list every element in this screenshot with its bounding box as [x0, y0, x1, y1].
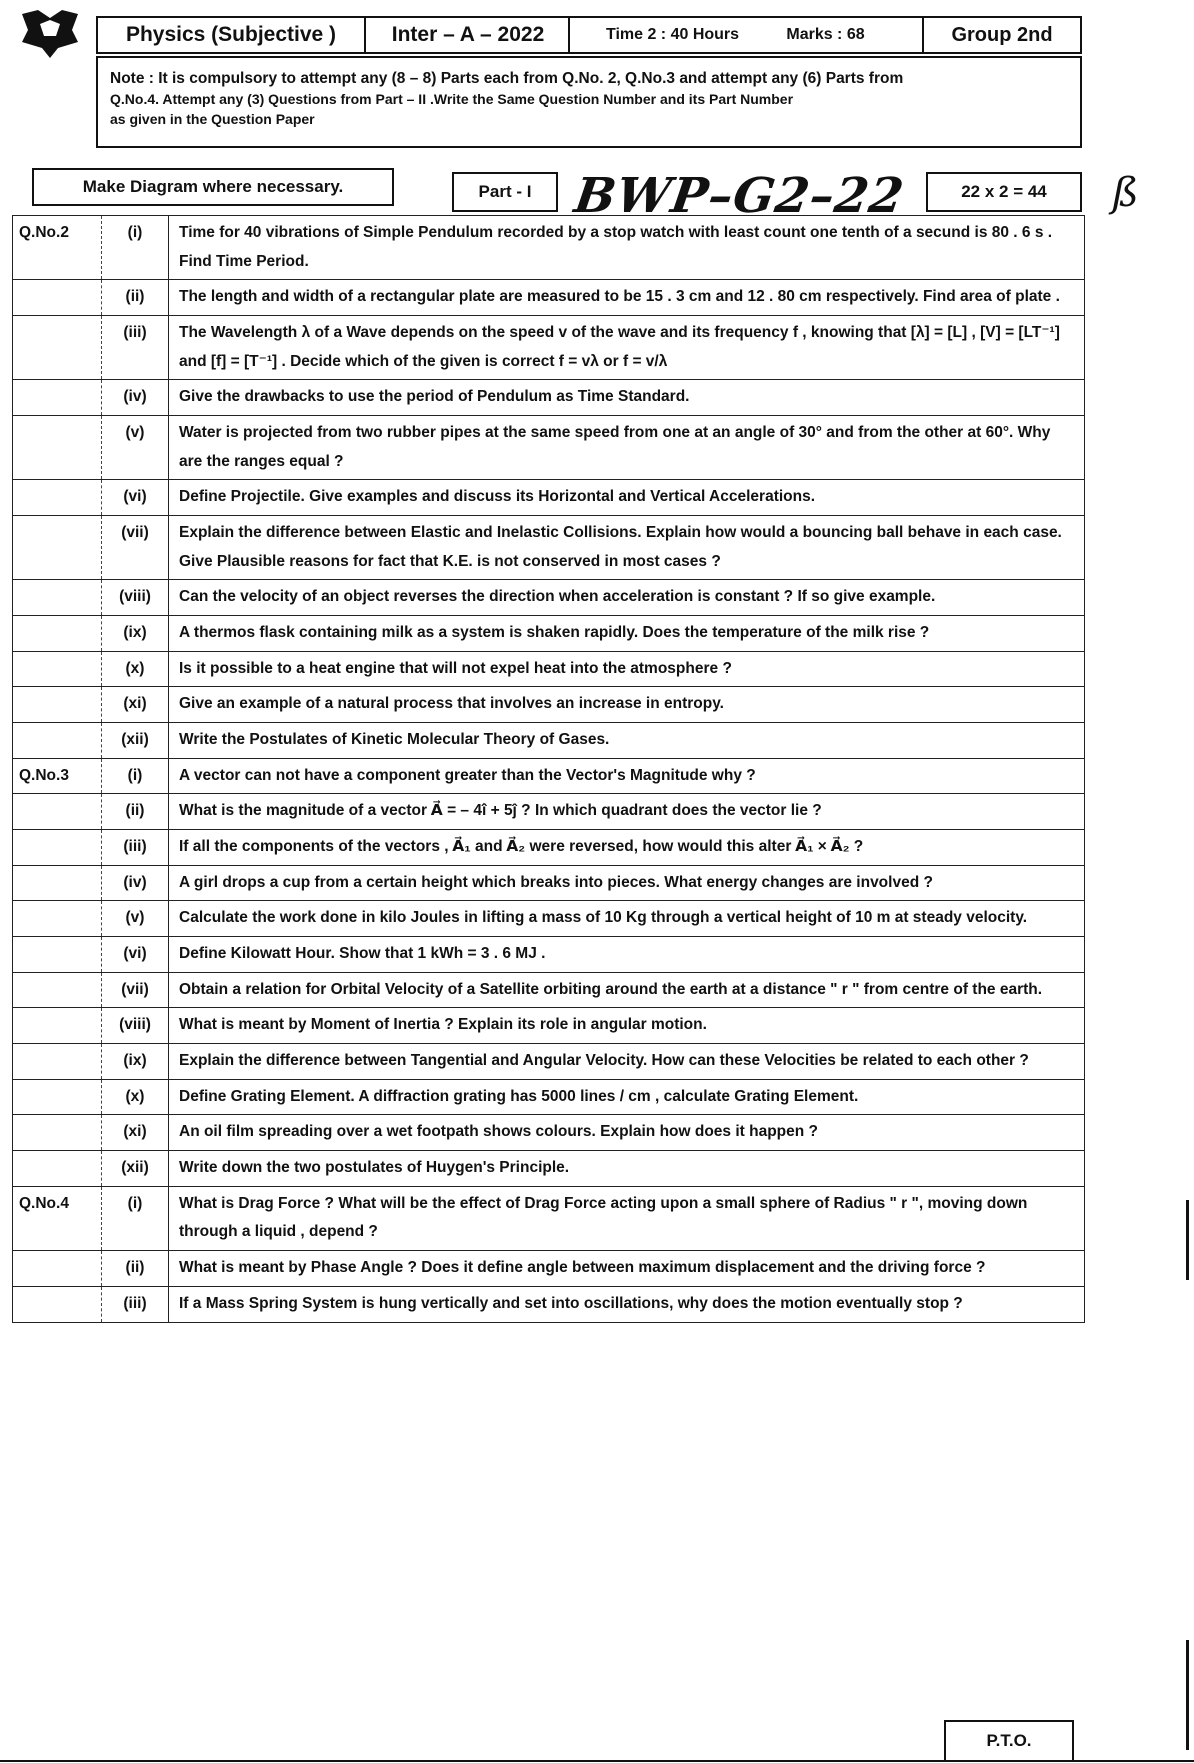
part-number: (viii): [102, 1008, 169, 1044]
question-text: Explain the difference between Elastic and Inelastic Collisions. Explain how would a bouncing ball behave in each case. Give Plausible reasons for fact that K.E. is not conserved in most cases ?: [169, 516, 1085, 580]
question-number: [13, 1251, 102, 1287]
part-number: (ii): [102, 794, 169, 830]
question-number: [13, 865, 102, 901]
check-mark: ß: [1112, 170, 1139, 216]
question-row: [13, 1286, 1085, 1322]
question-text: If a Mass Spring System is hung vertically and set into oscillations, why does the motion eventually stop ?: [169, 1286, 1085, 1322]
question-text: If all the components of the vectors , A⃗₁ and A⃗₂ were reversed, how would this alter A⃗₁ × A⃗₂ ?: [169, 830, 1085, 866]
diagram-label: Make Diagram where necessary.: [82, 177, 344, 196]
part-number: (ix): [102, 1044, 169, 1080]
question-row: [13, 937, 1085, 973]
question-row: [13, 616, 1085, 652]
question-number: [13, 580, 102, 616]
question-number: [13, 901, 102, 937]
question-row: [13, 865, 1085, 901]
question-row: [13, 758, 1085, 794]
part-number: (i): [102, 216, 169, 280]
question-number: [13, 1286, 102, 1322]
time-info: [585, 18, 760, 52]
part-number: (x): [102, 1079, 169, 1115]
questions-body: [13, 216, 1085, 1323]
questions-table: [12, 215, 1085, 1323]
question-number: [13, 830, 102, 866]
question-text: An oil film spreading over a wet footpath shows colours. Explain how does it happen ?: [169, 1115, 1085, 1151]
subject-label: Physics (Subjective ): [125, 23, 337, 46]
part-number: (i): [102, 1186, 169, 1250]
group-label: Group 2nd: [951, 23, 1053, 46]
part-number: (xii): [102, 723, 169, 759]
question-row: [13, 316, 1085, 380]
question-text: Write the Postulates of Kinetic Molecular Theory of Gases.: [169, 723, 1085, 759]
question-row: [13, 687, 1085, 723]
pto-box: [944, 1720, 1074, 1762]
question-number: [13, 1115, 102, 1151]
question-row: [13, 1251, 1085, 1287]
question-text: Time for 40 vibrations of Simple Pendulum recorded by a stop watch with least count one tenth of a secund is 80 . 6 s . Find Time Period.: [169, 216, 1085, 280]
question-number: [13, 1079, 102, 1115]
question-text: What is meant by Moment of Inertia ? Explain its role in angular motion.: [169, 1008, 1085, 1044]
question-number: [13, 1044, 102, 1080]
subject-title: [98, 18, 366, 52]
question-number: [13, 723, 102, 759]
question-number: Q.No.2: [13, 216, 102, 280]
question-row: [13, 480, 1085, 516]
question-number: [13, 616, 102, 652]
question-text: A girl drops a cup from a certain height which breaks into pieces. What energy changes are involved ?: [169, 865, 1085, 901]
question-text: Define Kilowatt Hour. Show that 1 kWh = 3 . 6 MJ .: [169, 937, 1085, 973]
part-number: (iii): [102, 830, 169, 866]
part-number: (ii): [102, 280, 169, 316]
marks-info: [768, 18, 883, 52]
question-row: [13, 1115, 1085, 1151]
part-number: (ix): [102, 616, 169, 652]
question-text: A vector can not have a component greater than the Vector's Magnitude why ?: [169, 758, 1085, 794]
question-number: [13, 794, 102, 830]
question-text: The Wavelength λ of a Wave depends on the speed v of the wave and its frequency f , knowing that [λ] = [L] , [V] = [LT⁻¹] and [f] = [T⁻¹] . Decide which of the given is correct f = vλ or f = v/λ: [169, 316, 1085, 380]
question-row: [13, 723, 1085, 759]
question-text: The length and width of a rectangular plate are measured to be 15 . 3 cm and 12 . 80 cm respectively. Find area of plate .: [169, 280, 1085, 316]
question-number: [13, 516, 102, 580]
part-number: (viii): [102, 580, 169, 616]
question-text: Is it possible to a heat engine that will not expel heat into the atmosphere ?: [169, 651, 1085, 687]
part-number: (iv): [102, 380, 169, 416]
note-line-3: as given in the Question Paper: [110, 110, 315, 127]
question-text: What is Drag Force ? What will be the effect of Drag Force acting upon a small sphere of Radius " r ", moving down through a liquid , depend ?: [169, 1186, 1085, 1250]
question-text: What is meant by Phase Angle ? Does it define angle between maximum displacement and the driving force ?: [169, 1251, 1085, 1287]
question-row: [13, 416, 1085, 480]
part-number: (xi): [102, 1115, 169, 1151]
question-row: [13, 280, 1085, 316]
question-number: [13, 416, 102, 480]
part-number: (iii): [102, 1286, 169, 1322]
question-text: Give an example of a natural process that involves an increase in entropy.: [169, 687, 1085, 723]
part-number: (v): [102, 901, 169, 937]
part-label: Part - I: [478, 182, 532, 201]
question-row: [13, 1151, 1085, 1187]
marks-label: Marks : 68: [786, 26, 865, 43]
edge-mark: [1186, 1640, 1194, 1750]
part-number: (i): [102, 758, 169, 794]
note-line-2: Q.No.4. Attempt any (3) Questions from Part – II .Write the Same Question Number and its Part Number: [110, 91, 794, 107]
question-number: [13, 316, 102, 380]
question-row: [13, 972, 1085, 1008]
part-number: (ii): [102, 1251, 169, 1287]
question-row: [13, 794, 1085, 830]
question-number: [13, 937, 102, 973]
part-number: (vii): [102, 516, 169, 580]
group-info: [922, 18, 1080, 52]
question-number: Q.No.4: [13, 1186, 102, 1250]
edge-mark: [1186, 1200, 1194, 1280]
question-text: A thermos flask containing milk as a system is shaken rapidly. Does the temperature of the milk rise ?: [169, 616, 1085, 652]
question-number: [13, 380, 102, 416]
question-row: [13, 380, 1085, 416]
diagram-instruction: [32, 168, 394, 206]
handwritten-code: BWP–G2–22: [571, 168, 908, 224]
question-text: Calculate the work done in kilo Joules in lifting a mass of 10 Kg through a vertical height of 10 m at steady velocity.: [169, 901, 1085, 937]
question-row: [13, 1044, 1085, 1080]
question-text: What is the magnitude of a vector A⃗ = – 4î + 5ĵ ? In which quadrant does the vector lie ?: [169, 794, 1085, 830]
question-number: [13, 280, 102, 316]
question-row: [13, 516, 1085, 580]
question-text: Give the drawbacks to use the period of Pendulum as Time Standard.: [169, 380, 1085, 416]
question-number: [13, 480, 102, 516]
question-row: [13, 1008, 1085, 1044]
part-number: (iii): [102, 316, 169, 380]
question-text: Define Projectile. Give examples and discuss its Horizontal and Vertical Accelerations.: [169, 480, 1085, 516]
question-number: [13, 687, 102, 723]
question-number: [13, 972, 102, 1008]
question-number: [13, 1008, 102, 1044]
part-number: (xi): [102, 687, 169, 723]
part-number: (x): [102, 651, 169, 687]
question-text: Write down the two postulates of Huygen's Principle.: [169, 1151, 1085, 1187]
question-number: [13, 1151, 102, 1187]
note-box: [96, 56, 1082, 148]
note-line-1: Note : It is compulsory to attempt any (8 – 8) Parts each from Q.No. 2, Q.No.3 and attempt any (6) Parts from: [110, 70, 904, 87]
question-text: Explain the difference between Tangential and Angular Velocity. How can these Velocities be related to each other ?: [169, 1044, 1085, 1080]
bottom-rule: [0, 1760, 1194, 1762]
question-row: [13, 651, 1085, 687]
question-text: Obtain a relation for Orbital Velocity of a Satellite orbiting around the earth at a distance " r " from centre of the earth.: [169, 972, 1085, 1008]
exam-label: Inter – A – 2022: [391, 23, 545, 46]
question-row: [13, 830, 1085, 866]
pto-label: P.T.O.: [986, 1731, 1032, 1750]
part-number: (vi): [102, 937, 169, 973]
question-number: Q.No.3: [13, 758, 102, 794]
part-number: (v): [102, 416, 169, 480]
part-marks-label: 22 x 2 = 44: [961, 182, 1047, 201]
part-marks-box: [926, 172, 1082, 212]
question-row: [13, 901, 1085, 937]
part-number: (xii): [102, 1151, 169, 1187]
exam-title: [368, 18, 570, 52]
question-row: [13, 1186, 1085, 1250]
part-label-box: [452, 172, 558, 212]
part-number: (vii): [102, 972, 169, 1008]
question-number: [13, 651, 102, 687]
part-number: (vi): [102, 480, 169, 516]
question-text: Define Grating Element. A diffraction grating has 5000 lines / cm , calculate Grating Element.: [169, 1079, 1085, 1115]
question-row: [13, 216, 1085, 280]
question-text: Water is projected from two rubber pipes at the same speed from one at an angle of 30° and from the other at 60°. Why are the ranges equal ?: [169, 416, 1085, 480]
time-label: Time 2 : 40 Hours: [605, 26, 740, 43]
part-number: (iv): [102, 865, 169, 901]
board-logo-icon: [18, 8, 82, 60]
question-row: [13, 1079, 1085, 1115]
question-text: Can the velocity of an object reverses the direction when acceleration is constant ? If so give example.: [169, 580, 1085, 616]
question-row: [13, 580, 1085, 616]
